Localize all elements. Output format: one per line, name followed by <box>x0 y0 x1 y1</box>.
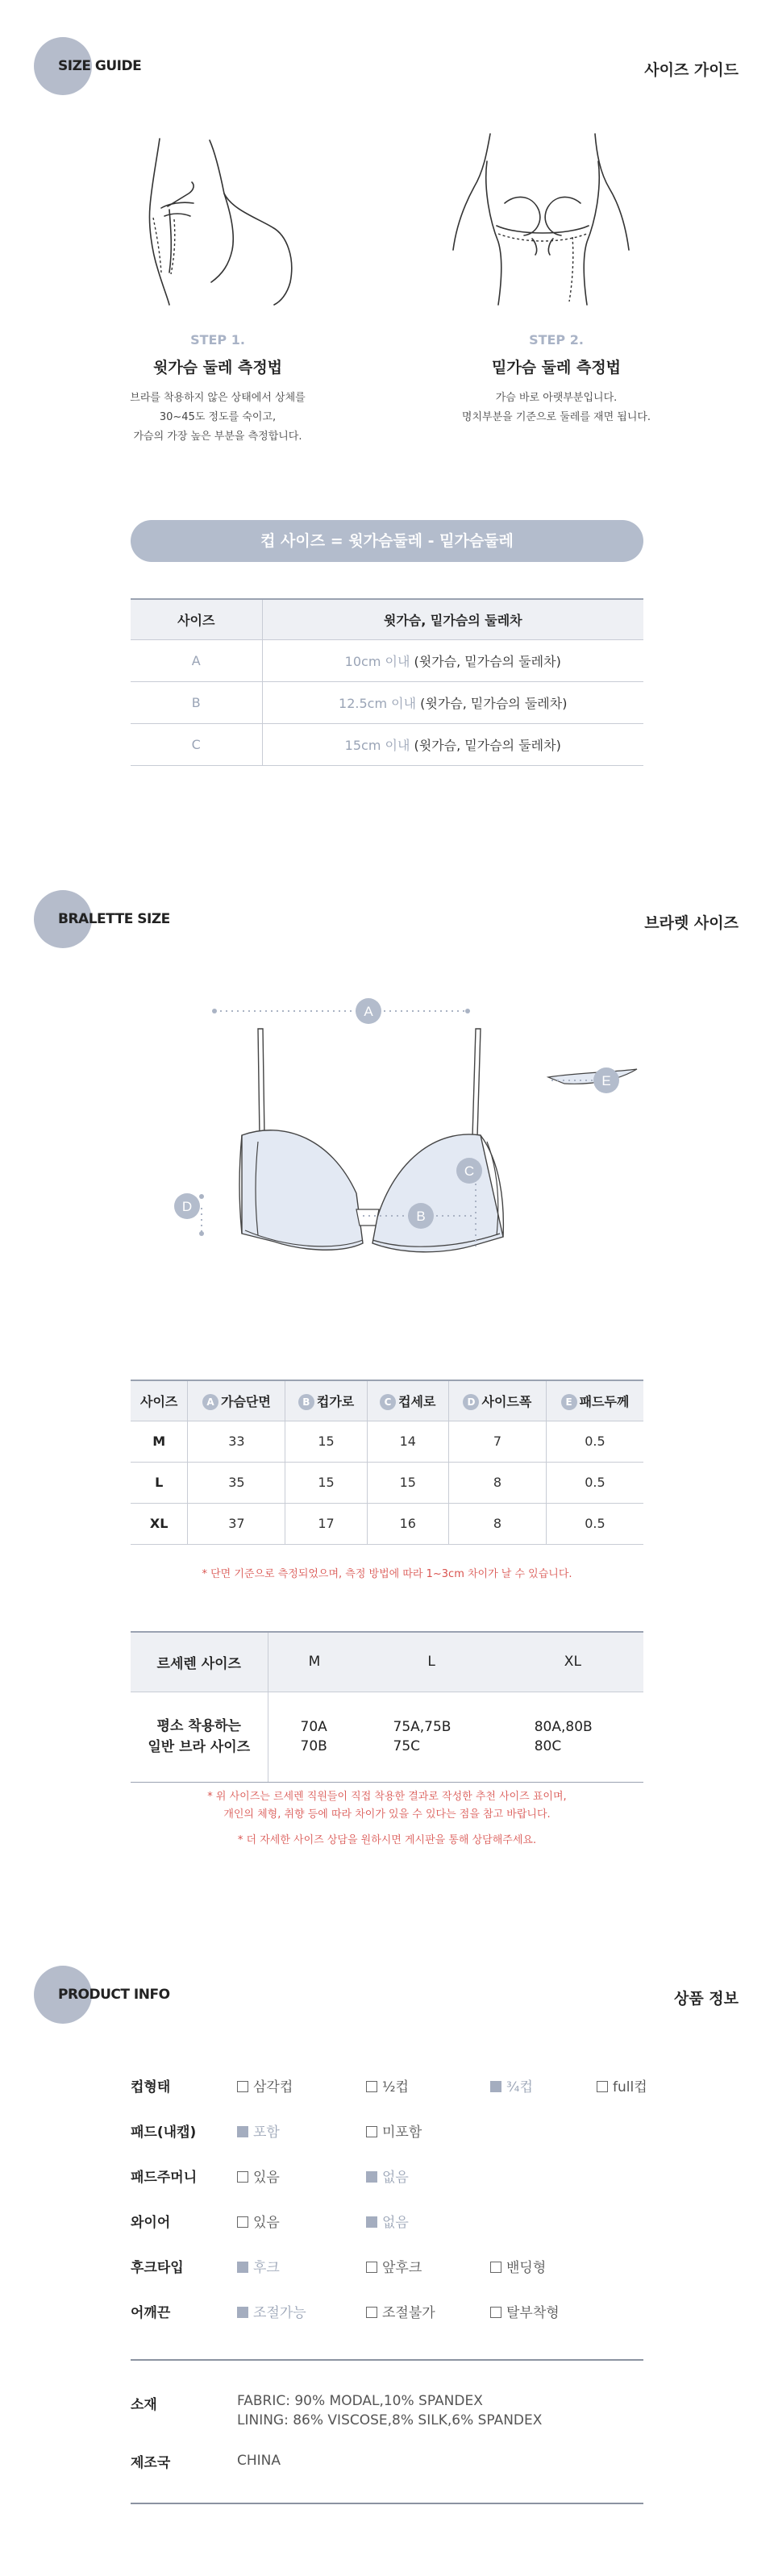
option-label: 삼각컵 <box>253 2079 293 2095</box>
divider <box>131 2503 643 2504</box>
checkbox-icon <box>237 2171 248 2183</box>
step-title: 밑가슴 둘레 측정법 <box>491 359 622 377</box>
checkbox-icon <box>237 2216 248 2228</box>
table-cell <box>268 1692 361 1782</box>
cup-size-cell: C <box>131 723 262 765</box>
option-label: 없음 <box>382 2215 409 2231</box>
table-header <box>367 1380 448 1421</box>
diagram-label-a <box>356 998 381 1024</box>
step-1 <box>81 332 355 447</box>
step-desc-line: 브라를 착용하지 않은 상태에서 상체를 <box>130 392 306 404</box>
option-banding <box>490 2256 546 2276</box>
option-label: 조절가능 <box>253 2305 306 2321</box>
origin-value: CHINA <box>237 2453 281 2469</box>
table-cell: 7 <box>448 1421 546 1462</box>
header-label: 사이즈 <box>139 1393 178 1409</box>
header-label: 가슴단면 <box>220 1393 271 1409</box>
info-label: 어깨끈 <box>131 2305 171 2321</box>
option-label: 미포함 <box>382 2124 422 2141</box>
option-label: 있음 <box>253 2170 280 2186</box>
table-row <box>131 1462 643 1503</box>
bralette-size-table <box>131 1380 643 1545</box>
option-detachable <box>490 2301 560 2321</box>
step-desc-line: 가슴의 가장 높은 부분을 측정합니다. <box>133 431 302 443</box>
cup-diff-highlight: 15cm 이내 <box>344 737 410 753</box>
size-guide-title-en: SIZE GUIDE <box>58 58 142 74</box>
info-row-wire <box>131 2211 695 2235</box>
option-wire-yes <box>237 2211 280 2231</box>
table-header-row <box>131 1632 643 1692</box>
size-value: 75C <box>393 1738 421 1754</box>
info-row-pad <box>131 2120 695 2145</box>
option-adjustable <box>237 2301 306 2321</box>
table-cell: 35 <box>188 1462 285 1503</box>
table-row <box>131 639 643 681</box>
table-cell <box>502 1692 643 1782</box>
table-cell: 15 <box>285 1421 367 1462</box>
checkbox-icon <box>490 2307 501 2318</box>
option-label: ½컵 <box>382 2079 409 2095</box>
option-label: 탈부착형 <box>506 2305 560 2321</box>
diagram-letter: E <box>601 1073 611 1088</box>
table-cell: L <box>131 1462 188 1503</box>
cup-diff-text: (윗가슴, 밑가슴의 둘레차) <box>416 695 568 711</box>
option-pocket-yes <box>237 2166 280 2186</box>
option-pad-included <box>237 2120 280 2141</box>
step-number: STEP 1. <box>190 332 245 347</box>
option-label: 앞후크 <box>382 2260 422 2276</box>
table-header <box>448 1380 546 1421</box>
info-label: 패드주머니 <box>131 2170 198 2186</box>
table-cell: M <box>131 1421 188 1462</box>
product-info-title-ko: 상품 정보 <box>673 1990 739 2008</box>
step-desc-line: 30~45도 정도를 숙이고, <box>159 411 277 423</box>
table-cell: 33 <box>188 1421 285 1462</box>
cup-size-formula: 컵 사이즈 = 윗가슴둘레 - 밑가슴둘레 <box>131 520 643 562</box>
table-cell: 8 <box>448 1503 546 1544</box>
table-header-row <box>131 1380 643 1421</box>
bralette-size-header <box>0 890 774 963</box>
row-label <box>131 1692 268 1782</box>
option-full-cup <box>597 2075 647 2095</box>
table-cell: 0.5 <box>546 1421 643 1462</box>
table-row <box>131 681 643 723</box>
option-not-adjustable <box>366 2301 435 2321</box>
table-header: 사이즈 <box>131 599 262 639</box>
cup-size-table <box>131 598 643 766</box>
step1-illustration <box>137 129 298 306</box>
header-label: 패드두께 <box>579 1393 630 1409</box>
table-header: M <box>268 1632 361 1692</box>
info-row-hook-type <box>131 2256 695 2280</box>
info-label: 후크타입 <box>131 2260 184 2276</box>
table-cell: 15 <box>285 1462 367 1503</box>
table-header: 윗가슴, 밑가슴의 둘레차 <box>262 599 643 639</box>
divider <box>131 2359 643 2361</box>
table-header-row <box>131 599 643 639</box>
fit-recommendation-table <box>131 1631 643 1783</box>
option-label: 후크 <box>253 2260 280 2276</box>
info-label: 컵형태 <box>131 2079 171 2095</box>
option-label: 없음 <box>382 2170 409 2186</box>
diagram-label-e <box>593 1067 619 1093</box>
info-row-shoulder-strap <box>131 2301 695 2325</box>
table-row <box>131 1692 643 1782</box>
letter-dot: B <box>298 1394 314 1410</box>
table-cell <box>361 1692 502 1782</box>
checkbox-icon <box>237 2081 248 2092</box>
size-guide-header <box>0 37 774 110</box>
table-cell: 16 <box>367 1503 448 1544</box>
option-front-hook <box>366 2256 422 2276</box>
step-title: 윗가슴 둘레 측정법 <box>152 359 283 377</box>
checkbox-checked-icon <box>490 2081 501 2092</box>
table-cell: 0.5 <box>546 1462 643 1503</box>
diagram-letter: B <box>416 1209 426 1224</box>
letter-dot: C <box>380 1394 396 1410</box>
table-cell: 37 <box>188 1503 285 1544</box>
table-cell: 8 <box>448 1462 546 1503</box>
bralette-title-en: BRALETTE SIZE <box>58 911 170 927</box>
table-header: XL <box>502 1632 643 1692</box>
step-description <box>419 389 693 427</box>
table-cell: 14 <box>367 1421 448 1462</box>
cup-size-cell: A <box>131 639 262 681</box>
info-label: 패드(내캡) <box>131 2124 197 2141</box>
step-desc-line: 가슴 바로 아랫부분입니다. <box>495 392 618 404</box>
table-cell: XL <box>131 1503 188 1544</box>
material-label: 소재 <box>131 2397 157 2413</box>
size-recommendation-note <box>0 1788 774 1850</box>
checkbox-icon <box>366 2262 377 2273</box>
note-line: * 위 사이즈는 르세렌 직원들이 직접 착용한 결과로 작성한 추천 사이즈 표이며, <box>207 1791 567 1803</box>
option-label: 조절불가 <box>382 2305 435 2321</box>
option-label: ¾컵 <box>506 2079 533 2095</box>
step-description <box>81 389 355 447</box>
info-row-pad-pocket <box>131 2166 695 2190</box>
product-info-header <box>0 1966 774 2038</box>
size-value: 70A <box>300 1719 327 1735</box>
letter-dot: E <box>561 1394 577 1410</box>
diagram-label-b <box>408 1203 434 1229</box>
diagram-letter: D <box>181 1199 193 1214</box>
table-row <box>131 1503 643 1544</box>
letter-dot: A <box>202 1394 218 1410</box>
row-label-line: 평소 착용하는 <box>156 1718 241 1734</box>
checkbox-icon <box>366 2081 377 2092</box>
size-value: 80A,80B <box>534 1719 593 1735</box>
table-header <box>188 1380 285 1421</box>
step2-illustration <box>452 129 637 306</box>
option-pocket-no <box>366 2166 409 2186</box>
option-label: 있음 <box>253 2215 280 2231</box>
cup-size-cell: B <box>131 681 262 723</box>
option-label: 포함 <box>253 2124 280 2141</box>
bralette-title-ko: 브라렛 사이즈 <box>644 914 739 932</box>
table-cell: 15 <box>367 1462 448 1503</box>
diagram-label-d <box>174 1193 200 1219</box>
checkbox-icon <box>366 2126 377 2137</box>
material-line: FABRIC: 90% MODAL,10% SPANDEX <box>237 2393 483 2409</box>
table-row <box>131 723 643 765</box>
header-label: 사이드폭 <box>481 1393 532 1409</box>
product-info-title-en: PRODUCT INFO <box>58 1987 170 2003</box>
option-wire-no <box>366 2211 409 2231</box>
step-desc-line: 명치부분을 기준으로 둘레를 재면 됩니다. <box>461 411 651 423</box>
diagram-letter: C <box>464 1163 475 1179</box>
checkbox-icon <box>597 2081 608 2092</box>
size-value: 80C <box>534 1738 562 1754</box>
origin-label: 제조국 <box>131 2455 171 2471</box>
option-pad-not-included <box>366 2120 422 2141</box>
material-line: LINING: 86% VISCOSE,8% SILK,6% SPANDEX <box>237 2412 543 2428</box>
cup-diff-text: (윗가슴, 밑가슴의 둘레차) <box>410 737 561 753</box>
table-header: 르세렌 사이즈 <box>131 1632 268 1692</box>
table-header: L <box>361 1632 502 1692</box>
checkbox-checked-icon <box>366 2216 377 2228</box>
cup-diff-highlight: 10cm 이내 <box>344 653 410 669</box>
step-2 <box>419 332 693 427</box>
size-guide-title-ko: 사이즈 가이드 <box>644 61 739 79</box>
option-label: 밴딩형 <box>506 2260 547 2276</box>
note-line: 개인의 체형, 취향 등에 따라 차이가 있을 수 있다는 점을 참고 바랍니다. <box>223 1808 551 1821</box>
info-label: 와이어 <box>131 2215 171 2231</box>
measurement-note: * 단면 기준으로 측정되었으며, 측정 방법에 따라 1~3cm 차이가 날 수 있습니다. <box>202 1568 572 1580</box>
table-row <box>131 1421 643 1462</box>
table-cell: 17 <box>285 1503 367 1544</box>
checkbox-checked-icon <box>237 2262 248 2273</box>
table-cell: 0.5 <box>546 1503 643 1544</box>
table-header <box>285 1380 367 1421</box>
checkbox-checked-icon <box>237 2126 248 2137</box>
option-half-cup <box>366 2075 409 2095</box>
diagram-letter: A <box>364 1004 373 1019</box>
checkbox-checked-icon <box>366 2171 377 2183</box>
cup-diff-cell <box>262 723 643 765</box>
table-header <box>546 1380 643 1421</box>
checkbox-icon <box>490 2262 501 2273</box>
cup-diff-highlight: 12.5cm 이내 <box>339 695 417 711</box>
option-triangle-cup <box>237 2075 293 2095</box>
note-line: * 더 자세한 사이즈 상담을 원하시면 게시판을 통해 상담해주세요. <box>237 1834 537 1846</box>
option-three-quarter-cup <box>490 2075 533 2095</box>
row-label-line: 일반 브라 사이즈 <box>148 1739 251 1755</box>
option-hook <box>237 2256 280 2276</box>
step-number: STEP 2. <box>529 332 584 347</box>
info-row-cup-shape <box>131 2075 695 2100</box>
cup-diff-cell <box>262 681 643 723</box>
material-value <box>237 2391 542 2430</box>
bralette-diagram <box>161 984 661 1290</box>
cup-diff-text: (윗가슴, 밑가슴의 둘레차) <box>410 653 561 669</box>
checkbox-icon <box>366 2307 377 2318</box>
header-label: 컵세로 <box>398 1393 436 1409</box>
size-value: 70B <box>300 1738 327 1754</box>
checkbox-checked-icon <box>237 2307 248 2318</box>
size-value: 75A,75B <box>393 1719 452 1735</box>
header-label: 컵가로 <box>316 1393 355 1409</box>
cup-diff-cell <box>262 639 643 681</box>
table-header <box>131 1380 188 1421</box>
diagram-label-c <box>456 1158 482 1184</box>
letter-dot: D <box>463 1394 479 1410</box>
option-label: full컵 <box>613 2079 647 2095</box>
